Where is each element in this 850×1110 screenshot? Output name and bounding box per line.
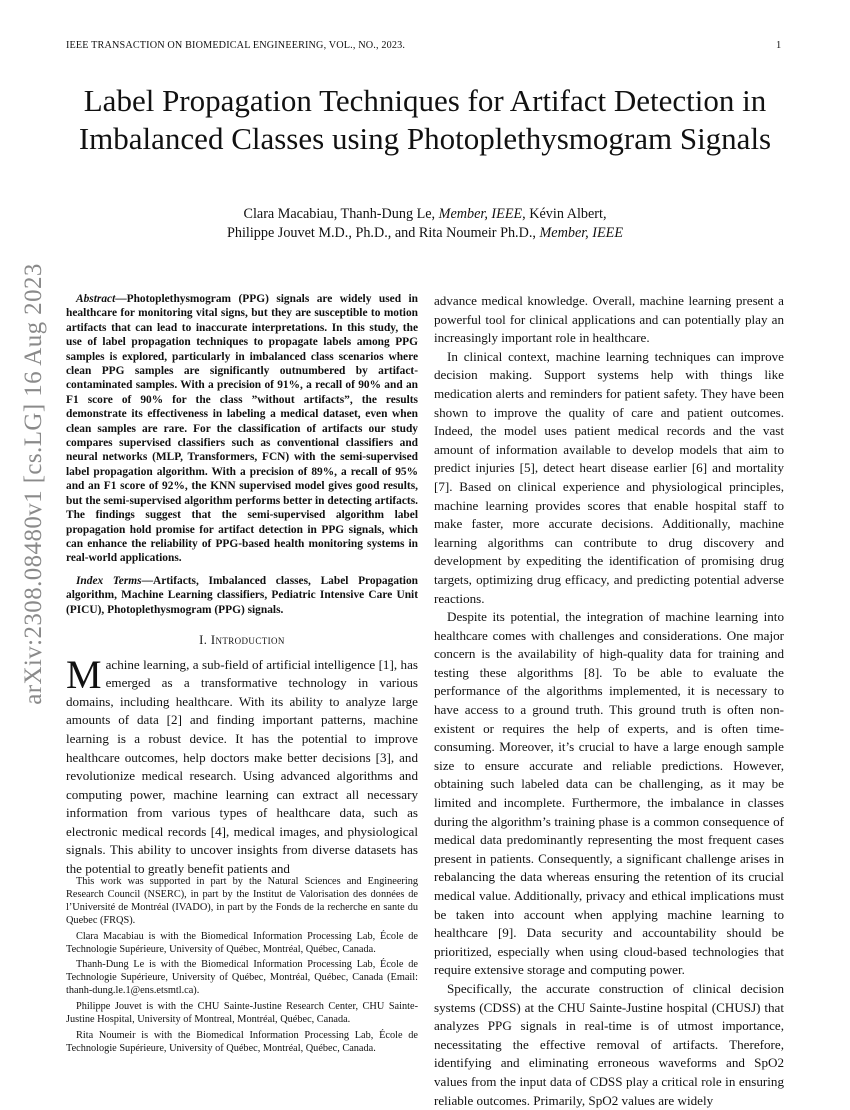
- author-list: [100, 205, 750, 242]
- author-names-2a: Philippe Jouvet M.D., Ph.D., and Rita Noumeir Ph.D.,: [226, 224, 540, 241]
- footnote-affiliation: Rita Noumeir is with the Biomedical Information Processing Lab, École de Technologie Supérieure, University of Québec, Montréal, Québec, Canada.: [66, 1029, 418, 1054]
- arxiv-stamp[interactable]: [6, 263, 62, 705]
- author-role-1: Member, IEEE: [438, 206, 523, 222]
- footnote-affiliation: Philippe Jouvet is with the CHU Sainte-Justine Research Center, CHU Sainte-Justine Hospital, University of Montreal, Montréal, Québec, Canada.: [66, 1001, 418, 1026]
- index-terms: [66, 574, 418, 617]
- author-names-1a: Clara Macabiau, Thanh-Dung Le,: [243, 206, 439, 222]
- body-paragraph: Despite its potential, the integration of machine learning into healthcare comes with challenges and considerations. One major concern is the availability of high-quality data for training and testing these algorithms [8]. To be able to evaluate the performance of the algorithms implemented, it is necessary to have access to a ground truth. This ground truth is often non-existent or requires the help of experts, and is often time-consuming. Moreover, it’s crucial to have a large enough sample size to ensure accurate and reliable predictions. However, obtaining such labeled data can be challenging, as it may be limited and incomplete. Furthermore, the imbalance in classes during the algorithm’s training phase is a common consequence of medical data predominantly representing the most frequent cases present in patients. Consequently, a significant challenge arises in rebalancing the data whereas ensuring the retention of its crucial medical value. Additionally, privacy and ethical implications must be taken into account when applying machine learning to healthcare [9]. Data security and accountability should be prioritized, especially when using cloud-based technologies that require extensive storage and computing power.: [434, 609, 784, 978]
- abstract-label: Abstract: [76, 293, 116, 305]
- drop-cap: M: [66, 651, 102, 697]
- footnotes: [66, 876, 418, 1059]
- arxiv-stamp-text: arXiv:2308.08480v1 [cs.LG] 16 Aug 2023: [20, 263, 48, 705]
- footnote-affiliation: Thanh-Dung Le is with the Biomedical Information Processing Lab, École de Technologie Supérieure, University of Québec, Montréal, Québec, Canada (Email: thanh-dung.le.1@ens.etsmtl.ca).: [66, 959, 418, 997]
- page-number: 1: [776, 40, 782, 51]
- abstract-text: —Photoplethysmogram (PPG) signals are widely used in healthcare for monitoring vital signs, but they are susceptible to motion artifacts that can lead to inaccurate interpretations. In this study, the use of label propagation techniques to propagate labels among PPG samples is explored, particularly in imbalanced class scenarios where clean PPG samples are significantly outnumbered by artifact-contaminated samples. With a precision of 91%, a recall of 90% and an F1 score of 90% for the class ”without artifacts”, the results demonstrate its effectiveness in labeling a medical dataset, even when clean samples are rare. For the classification of artifacts our study compares supervised classifiers such as conventional classifiers and neural networks (MLP, Transformers, FCN) with the semi-supervised label propagation algorithm. With a precision of 89%, a recall of 95% and an F1 score of 92%, the KNN supervised model gives good results, but the semi-supervised algorithm performs better in detecting artifacts. The findings suggest that the semi-supervised algorithm label propagation hold promise for artifact detection in PPG signals, which can enhance the reliability of PPG-based health monitoring systems in real-world applications.: [66, 293, 418, 565]
- body-paragraph: Specifically, the accurate construction of clinical decision systems (CDSS) at the CHU Sainte-Justine hospital (CHUSJ) that analyzes PPG signals in real-time is of utmost importance, necessitating the effective removal of artifacts. Therefore, identifying and eliminating erroneous waveforms and SpO2 values from the input data of CDSS play a critical role in ensuring reliable outcomes. Primarily, SpO2 values are widely: [434, 980, 784, 1108]
- section-number: I.: [199, 632, 211, 647]
- author-role-2: Member, IEEE: [539, 224, 624, 241]
- running-header: IEEE TRANSACTION ON BIOMEDICAL ENGINEERING, VOL., NO., 2023.: [66, 40, 406, 51]
- intro-paragraph-1-text: achine learning, a sub-field of artificial intelligence [1], has emerged as a transformative technology in various domains, including healthcare. With its ability to analyze large amounts of data [2] and finding important patterns, machine learning is a robust device. It has the potential to improve healthcare outcomes, help doctors make better decisions [3], and revolutionize medical research. Using advanced algorithms and computing power, machine learning can extract all necessary information from various types of healthcare data, such as electronic medical records [4], medical images, and physiological signals. This ability to uncover insights from diverse datasets has the potential to greatly benefit patients and: [66, 656, 418, 877]
- body-paragraph: In clinical context, machine learning techniques can improve decision making. Support systems help with things like medication alerts and reminders for patient safety. They have been shown to improve the quality of care and patient outcomes. Indeed, the model uses patient medical records and the vast amount of information available to develop models that aim to predict injuries [5], detect heart disease earlier [6] and mortality [7]. Based on clinical experience and physiological principles, machine learning provides scores that enable hospital staff to make faster, more accurate decisions. Additionally, machine learning algorithms can contribute to drug discovery and development by expediting the identification of promising drug targets, optimizing drug efficacy, and predicting potential adverse reactions.: [434, 348, 784, 606]
- left-column: [66, 292, 418, 879]
- intro-paragraph-1: [66, 651, 418, 879]
- section-heading-introduction: [66, 631, 418, 650]
- author-line-1: [100, 205, 750, 224]
- author-names-1b: , Kévin Albert,: [522, 206, 607, 222]
- right-column: [434, 292, 784, 1110]
- footnote-funding: This work was supported in part by the Natural Sciences and Engineering Research Council (NSERC), in part by the Institut de Valorisation des données de l’Université de Montréal (IVADO), in part by the Fonds de la recherche en sante du Quebec (FRQS).: [66, 876, 418, 926]
- index-terms-text: —Artifacts, Imbalanced classes, Label Propagation algorithm, Machine Learning classifiers, Pediatric Intensive Care Unit (PICU), Photoplethysmogram (PPG) signals.: [66, 574, 419, 616]
- footnote-affiliation: Clara Macabiau is with the Biomedical Information Processing Lab, École de Technologie Supérieure, University of Québec, Montréal, Québec, Canada.: [66, 930, 418, 955]
- author-line-2: [100, 224, 750, 243]
- body-paragraph: advance medical knowledge. Overall, machine learning present a powerful tool for clinical applications and can potentially play an increasingly important role in healthcare.: [434, 293, 784, 346]
- paper-title: Label Propagation Techniques for Artifact Detection in Imbalanced Classes using Photoplethysmogram Signals: [78, 83, 772, 156]
- abstract: [66, 292, 418, 566]
- section-title: Introduction: [210, 632, 285, 647]
- index-terms-label: Index Terms: [76, 574, 142, 587]
